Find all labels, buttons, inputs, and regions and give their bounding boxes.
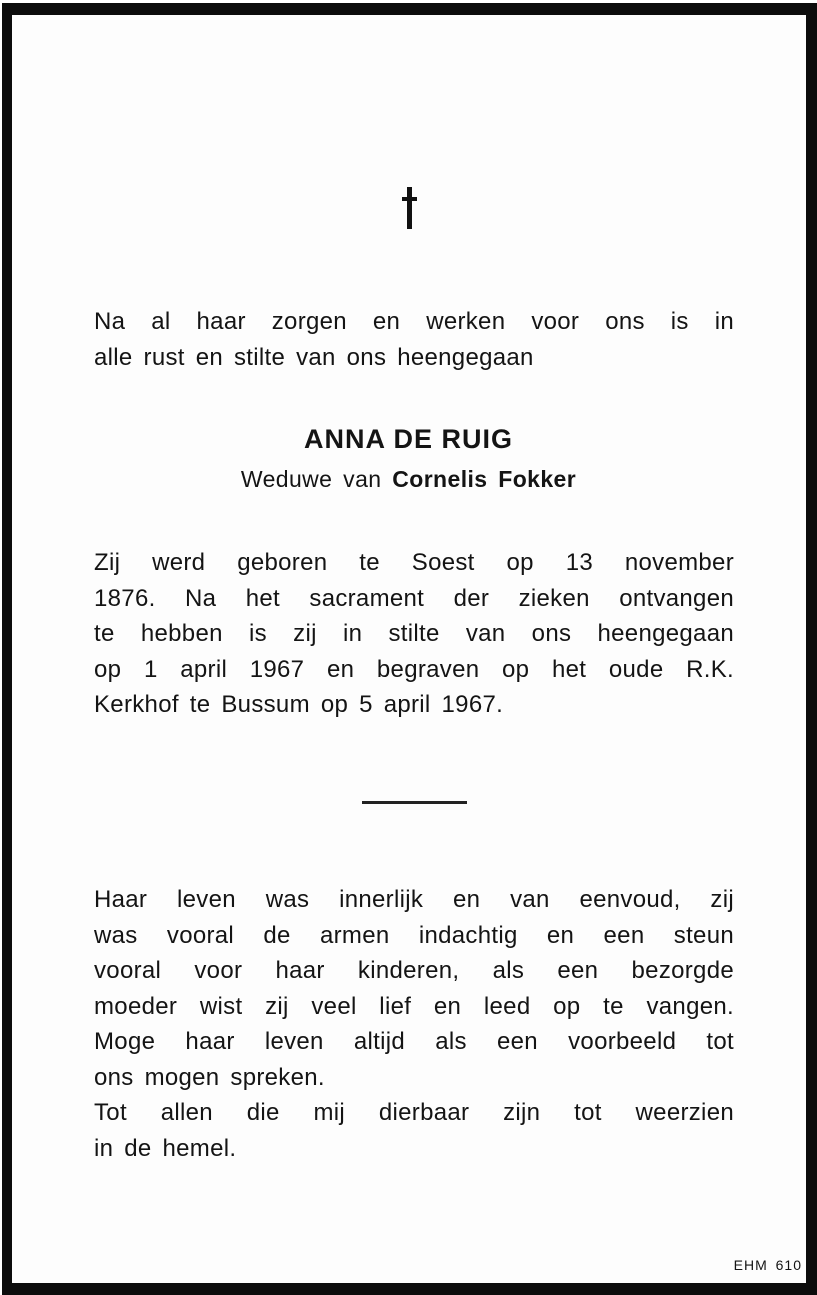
widow-line: [0, 466, 817, 493]
tribute-line: in de hemel.: [94, 1134, 237, 1162]
opening-text: [94, 304, 734, 375]
biography-line: Kerkhof te Bussum op 5 april 1967.: [94, 691, 504, 718]
biography-line: te hebben is zij in stilte van ons heengegaan: [94, 620, 734, 647]
widow-prefix: Weduwe van: [240, 466, 382, 492]
opening-line: alle rust en stilte van ons heengegaan: [94, 343, 534, 371]
biography-line: 1876. Na het sacrament der zieken ontvangen: [94, 584, 734, 612]
opening-line: Na al haar zorgen en werken voor ons is in: [94, 308, 734, 335]
biography-line: op 1 april 1967 en begraven op het oude R.K.: [94, 655, 734, 683]
printer-code: EHM 610: [733, 1257, 802, 1273]
deceased-name: ANNA DE RUIG: [303, 424, 513, 454]
section-divider: [362, 801, 467, 804]
tribute-line: was vooral de armen indachtig en een steun: [94, 921, 734, 949]
tribute-line: vooral voor haar kinderen, als een bezorgde: [94, 957, 734, 984]
spouse-name: Cornelis Fokker: [392, 466, 577, 492]
cross-icon: [402, 187, 416, 229]
biography-line: Zij werd geboren te Soest op 13 november: [94, 549, 734, 576]
tribute-line: Tot allen die mij dierbaar zijn tot weerzien: [94, 1099, 734, 1126]
tribute-line: Haar leven was innerlijk en van eenvoud, zij: [94, 886, 734, 913]
tribute-line: moeder wist zij veel lief en leed op te vangen.: [94, 992, 734, 1020]
biography-text: [94, 545, 734, 723]
tribute-text: [94, 882, 734, 1166]
tribute-line: Moge haar leven altijd als een voorbeeld tot: [94, 1028, 734, 1055]
tribute-line: ons mogen spreken.: [94, 1063, 325, 1091]
